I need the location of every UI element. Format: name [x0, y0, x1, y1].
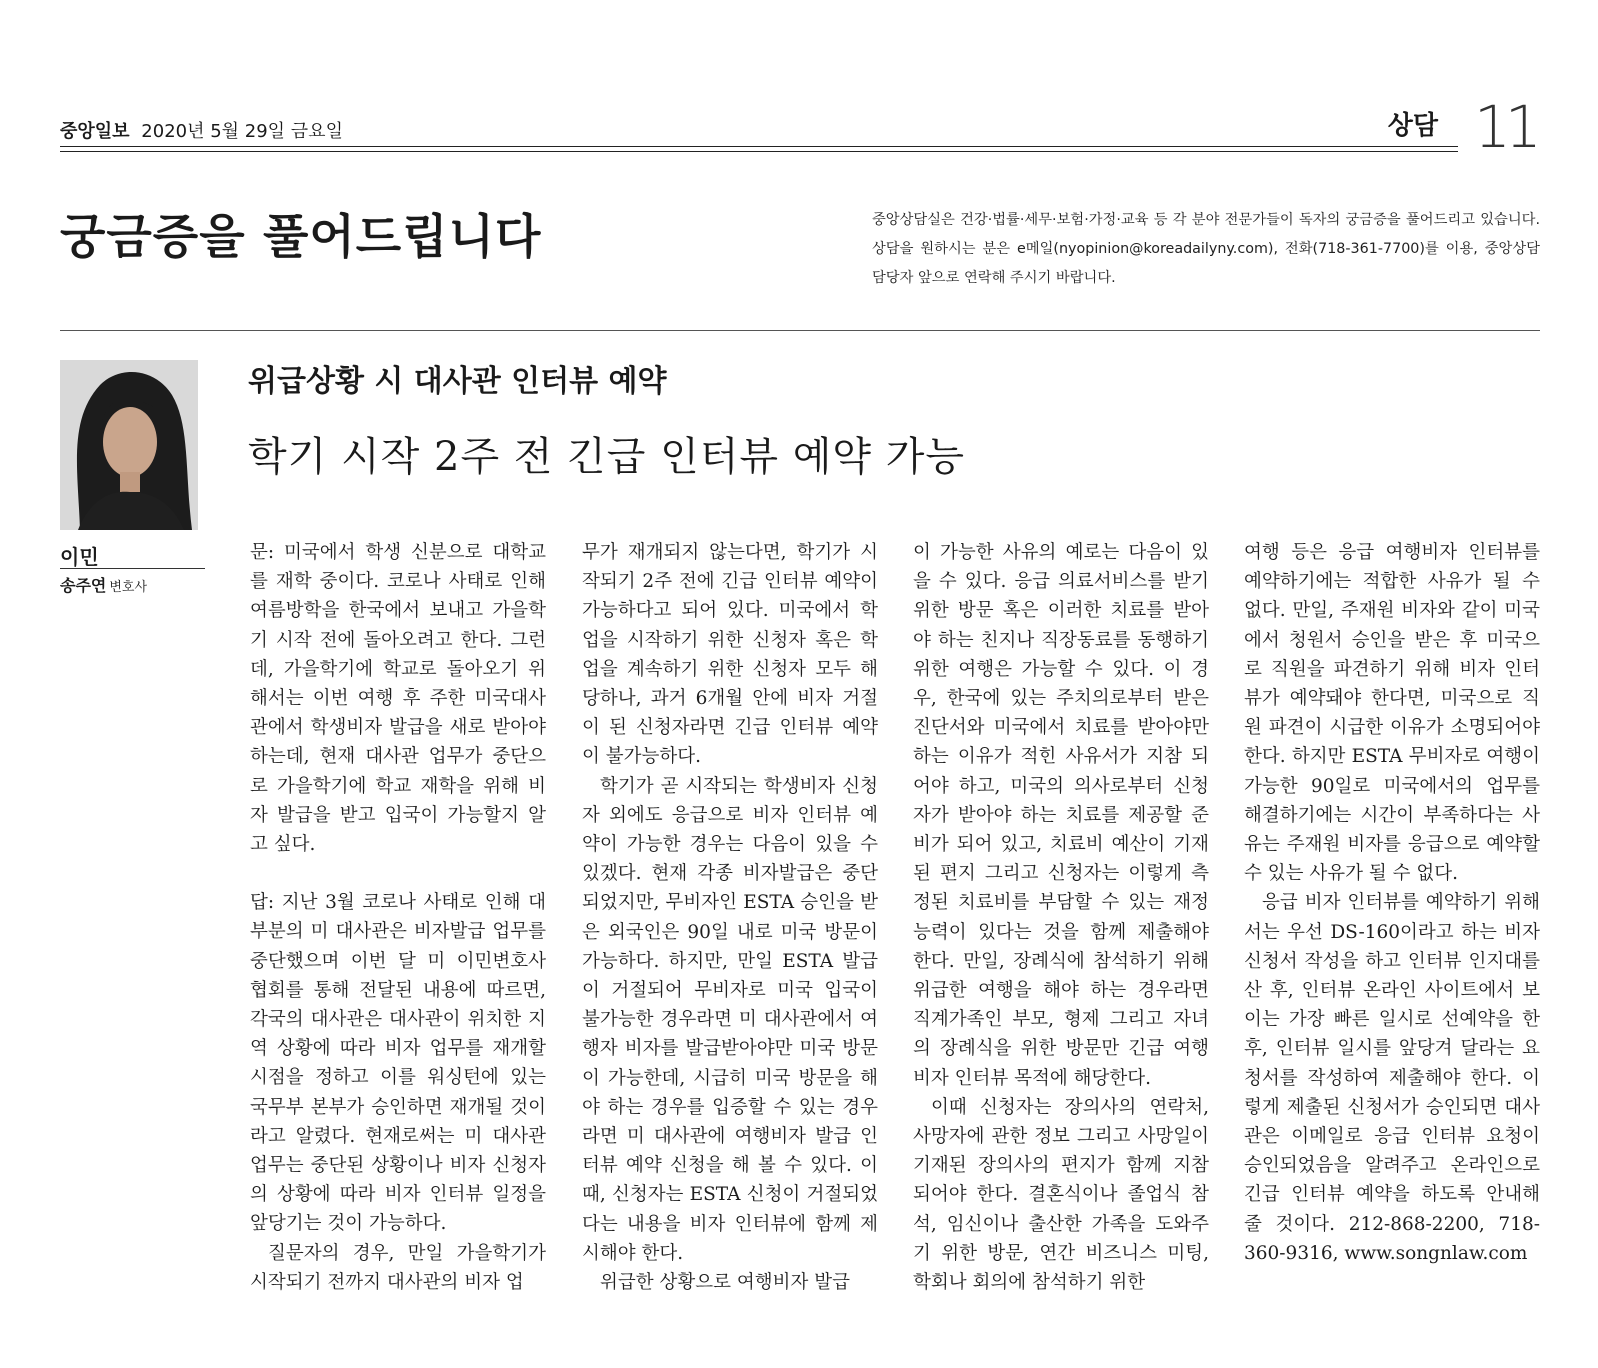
article-column-3 [913, 538, 1209, 1297]
page-heading: 궁금증을 풀어드립니다 [60, 210, 542, 265]
category-label: 이민 [60, 545, 99, 569]
author-photo [60, 360, 198, 530]
section-label: 상담 [1387, 111, 1438, 141]
newspaper-name: 중앙일보 [60, 121, 130, 142]
answer-paragraph: 응급 비자 인터뷰를 예약하기 위해서는 우선 DS-160이라고 하는 비자 신청서 작성을 하고 인터뷰 인지대를 산 후, 인터뷰 온라인 사이트에서 보이는 가장 빠른 일시로 선예약을 한 후, 인터뷰 일시를 앞당겨 달라는 요청서를 작성하여 제출해야 한다. 이렇게 제출된 신청서가 승인되면 대사관은 이메일로 응급 인터뷰 요청이 승인되었음을 알려주고 온라인으로 긴급 인터뷰 예약을 하도록 안내해 줄 것이다. 212-868-2200, 718-360-9316, www.songnlaw.com [1244, 892, 1540, 1264]
article-column-1 [250, 538, 546, 1297]
answer-paragraph: 학기가 곧 시작되는 학생비자 신청자 외에도 응급으로 비자 인터뷰 예약이 가능한 경우는 다음이 있을 수 있겠다. 현재 각종 비자발급은 중단되었지만, 무비자인 ESTA 승인을 받은 외국인은 90일 내로 미국 방문이 가능하다. 하지만, 만일 ESTA 발급이 거절되어 무비자로 미국 입국이 불가능한 경우라면 미 대사관에서 여행자 비자를 발급받아야만 미국 방문이 가능한데, 시급히 미국 방문을 해야 하는 경우를 입증할 수 있는 경우라면 미 대사관에 여행비자 발급 인터뷰 예약 신청을 해 볼 수 있다. 이때, 신청자는 ESTA 신청이 거절되었다는 내용을 비자 인터뷰에 함께 제시해야 한다. [582, 775, 878, 1264]
author-name: 송주연 [60, 576, 107, 595]
portrait-image [60, 360, 198, 530]
answer-paragraph: 무가 재개되지 않는다면, 학기가 시작되기 2주 전에 긴급 인터뷰 예약이 가능하다고 되어 있다. 미국에서 학업을 시작하기 위한 신청자 혹은 학업을 계속하기 위한 신청자 모두 해당하나, 과거 6개월 안에 비자 거절이 된 신청자라면 긴급 인터뷰 예약이 불가능하다. [582, 542, 878, 768]
answer-paragraph: 여행 등은 응급 여행비자 인터뷰를 예약하기에는 적합한 사유가 될 수 없다. 만일, 주재원 비자와 같이 미국에서 청원서 승인을 받은 후 미국으로 직원을 파견하기 위해 비자 인터뷰가 예약돼야 한다면, 미국으로 직원 파견이 시급한 이유가 소명되어야 한다. 하지만 ESTA 무비자로 여행이 가능한 90일로 미국에서의 업무를 해결하기에는 시간이 부족하다는 사유는 주재원 비자를 응급으로 예약할 수 있는 사유가 될 수 없다. [1244, 542, 1540, 885]
article-headline: 학기 시작 2주 전 긴급 인터뷰 예약 가능 [248, 434, 966, 480]
author-role: 변호사 [109, 580, 148, 595]
answer-paragraph: 이때 신청자는 장의사의 연락처, 사망자에 관한 정보 그리고 사망일이 기재된 장의사의 편지가 함께 지참 되어야 한다. 결혼식이나 졸업식 참석, 임신이나 출산한 가족을 도와주기 위한 방문, 연간 비즈니스 미팅, 학회나 회의에 참석하기 위한 [913, 1096, 1209, 1294]
author-byline [60, 573, 147, 596]
byline-rule [60, 568, 205, 569]
section-rule [60, 330, 1540, 331]
publication-date: 2020년 5월 29일 금요일 [141, 121, 343, 142]
intro-text: 중앙상담실은 건강·법률·세무·보험·가정·교육 등 각 분야 전문가들이 독자의 궁금증을 풀어드리고 있습니다. 상담을 원하시는 분은 e메일(nyopinion@koreadailyny.com), 전화(718-361-7700)를 이용, 중앙상담 담당자 앞으로 연락해 주시기 바랍니다. [872, 212, 1540, 286]
answer-paragraph: 답: 지난 3월 코로나 사태로 인해 대부분의 미 대사관은 비자발급 업무를 중단했으며 이번 달 미 이민변호사 협회를 통해 전달된 내용에 따르면, 각국의 대사관은 대사관이 위치한 지역 상황에 따라 비자 업무를 재개할 시점을 정하고 이를 워싱턴에 있는 국무부 본부가 승인하면 재개될 것이라고 알렸다. 현재로써는 미 대사관 업무는 중단된 상황이나 비자 신청자의 상황에 따라 비자 인터뷰 일정을 앞당기는 것이 가능하다. [250, 892, 546, 1235]
header-rule-top [60, 146, 1458, 147]
header-rule-bottom [60, 151, 1458, 152]
answer-paragraph: 질문자의 경우, 만일 가을학기가 시작되기 전까지 대사관의 비자 업 [250, 1242, 546, 1293]
article-kicker: 위급상황 시 대사관 인터뷰 예약 [248, 364, 667, 399]
answer-paragraph: 위급한 상황으로 여행비자 발급 [600, 1272, 850, 1294]
page-number: 11 [1474, 93, 1536, 161]
question-paragraph: 문: 미국에서 학생 신분으로 대학교를 재학 중이다. 코로나 사태로 인해 여름방학을 한국에서 보내고 가을학기 시작 전에 돌아오려고 한다. 그런데, 가을학기에 학교로 돌아오기 위해서는 이번 여행 후 주한 미국대사관에서 학생비자 발급을 새로 받아야 하는데, 현재 대사관 업무가 중단으로 가을학기에 학교 재학을 위해 비자 발급을 받고 입국이 가능할지 알고 싶다. [250, 542, 546, 856]
article-column-4 [1244, 538, 1540, 1268]
article-column-2 [582, 538, 878, 1297]
answer-paragraph: 이 가능한 사유의 예로는 다음이 있을 수 있다. 응급 의료서비스를 받기 위한 방문 혹은 이러한 치료를 받아야 하는 친지나 직장동료를 동행하기 위한 여행은 가능할 수 있다. 이 경우, 한국에 있는 주치의로부터 받은 진단서와 미국에서 치료를 받아야만 하는 이유가 적힌 사유서가 지참 되어야 하고, 미국의 의사로부터 신청자가 받아야 하는 치료를 제공할 준비가 되어 있고, 치료비 예산이 기재된 편지 그리고 신청자는 이렇게 측정된 치료비를 부담할 수 있는 재정 능력이 있다는 것을 함께 제출해야 한다. 만일, 장례식에 참석하기 위해 위급한 여행을 해야 하는 경우라면 직계가족인 부모, 형제 그리고 자녀의 장례식을 위한 방문만 긴급 여행비자 인터뷰 목적에 해당한다. [913, 542, 1209, 1089]
masthead [60, 117, 343, 143]
